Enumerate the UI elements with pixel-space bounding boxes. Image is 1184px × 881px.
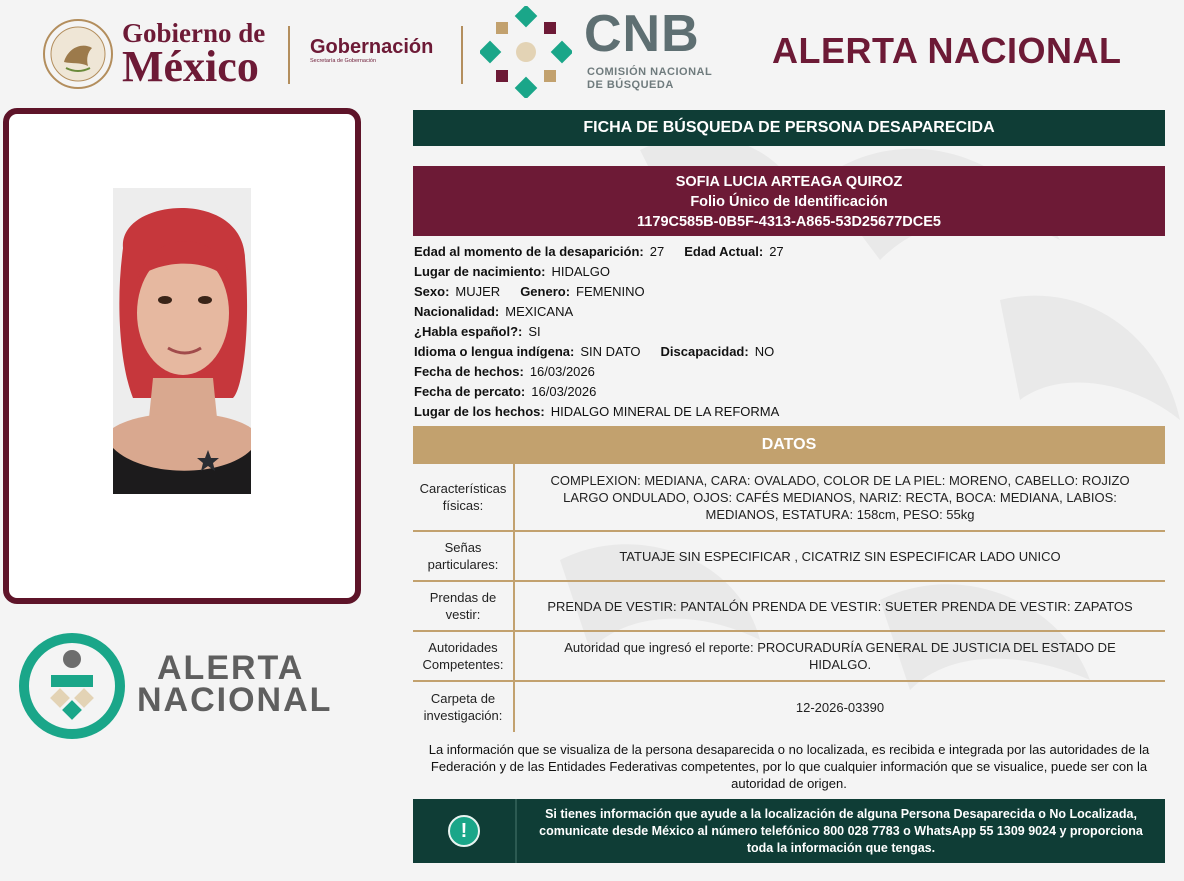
info-espanol [414, 324, 541, 339]
info-fecha-hechos [414, 364, 595, 379]
info-fecha-percato [414, 384, 596, 399]
info-nacionalidad [414, 304, 573, 319]
info-edad [414, 244, 784, 259]
row-label: Autoridades Competentes: [413, 632, 515, 680]
gobierno-line1: Gobierno de [122, 18, 266, 48]
cnb-title: CNB [584, 5, 700, 63]
info-lugar-nacimiento [414, 264, 610, 279]
divider [461, 26, 463, 84]
edad-value: 27 [649, 244, 665, 259]
mexico-seal-icon [42, 18, 114, 90]
folio-value: 1179C585B-0B5F-4313-A865-53D25677DCE5 [637, 214, 941, 230]
row-value: COMPLEXION: MEDIANA, CARA: OVALADO, COLOR DE LA PIEL: MORENO, CABELLO: ROJIZO LARGO ONDULADO, OJOS: CAFÉS MEDIANOS, NARIZ: RECTA, BOCA: MEDIANA, LABIOS: MEDIANOS, ESTATURA: 158cm, PESO: 55kg [550, 472, 1130, 522]
divider [288, 26, 290, 84]
table-row [413, 464, 1165, 532]
datos-title-bar: DATOS [413, 426, 1165, 464]
genero-label: Genero: [520, 284, 571, 299]
genero-value: FEMENINO [576, 284, 645, 299]
gobernacion-logo: Gobernación [310, 36, 434, 58]
contact-text: Si tienes información que ayude a la localización de alguna Persona Desaparecida o No Localizada, comunicate desde México al número telefónico 800 028 7783 o WhatsApp 55 1309 9024 y proporciona toda la información que tengas. [539, 806, 1143, 855]
edad-actual-value: 27 [769, 244, 784, 259]
person-photo [113, 188, 251, 494]
table-row [413, 582, 1165, 632]
datos-table [413, 464, 1165, 732]
row-value: TATUAJE SIN ESPECIFICAR , CICATRIZ SIN ESPECIFICAR LADO UNICO [619, 548, 1061, 564]
table-row [413, 632, 1165, 682]
sexo-label: Sexo: [414, 284, 450, 299]
lugar-nac-value: HIDALGO [551, 264, 610, 279]
logo-line2: NACIONAL [137, 681, 333, 719]
footer-icon-cell [413, 799, 517, 863]
edad-actual-label: Edad Actual: [684, 244, 764, 259]
gobernacion-sub: Secretaría de Gobernación [310, 58, 377, 64]
folio-label: Folio Único de Identificación [690, 194, 888, 210]
gobierno-line2: México [122, 42, 259, 91]
table-row [413, 682, 1165, 732]
cnb-logo-icon [480, 6, 572, 98]
cnb-sub-line2: DE BÚSQUEDA [587, 79, 674, 91]
sexo-value: MUJER [455, 284, 501, 299]
row-value: 12-2026-03390 [795, 699, 885, 715]
edad-label: Edad al momento de la desaparición: [414, 244, 644, 259]
row-label: Carpeta de investigación: [413, 682, 515, 732]
espanol-label: ¿Habla español?: [414, 324, 523, 339]
disclaimer-text: La información que se visualiza de la persona desaparecida o no localizada, es recibida e integrada por las autoridades de la Federación y de las Entidades Federativas competentes, por lo que cualquier información que se visualice, puede ser con la autoridad de origen. [428, 742, 1150, 791]
contact-footer [413, 799, 1165, 863]
exclamation-icon: ! [448, 815, 480, 847]
fecha-percato-value: 16/03/2026 [531, 384, 597, 399]
cnb-subtitle [587, 66, 712, 92]
ficha-title-bar: FICHA DE BÚSQUEDA DE PERSONA DESAPARECIDA [413, 110, 1165, 146]
fecha-percato-label: Fecha de percato: [414, 384, 526, 399]
fecha-hechos-value: 16/03/2026 [529, 364, 595, 379]
lugar-nac-label: Lugar de nacimiento: [414, 264, 546, 279]
gobierno-de-mexico-logo [122, 20, 265, 89]
person-header [413, 166, 1165, 236]
lugar-hechos-value: HIDALGO MINERAL DE LA REFORMA [550, 404, 780, 419]
row-label: Señas particulares: [413, 532, 515, 580]
espanol-value: SI [528, 324, 541, 339]
nacionalidad-label: Nacionalidad: [414, 304, 500, 319]
discapacidad-label: Discapacidad: [660, 344, 749, 359]
table-row [413, 532, 1165, 582]
person-name: SOFIA LUCIA ARTEAGA QUIROZ [675, 174, 903, 190]
lugar-hechos-label: Lugar de los hechos: [414, 404, 545, 419]
idioma-label: Idioma o lengua indígena: [414, 344, 575, 359]
row-label: Prendas de vestir: [413, 582, 515, 630]
fecha-hechos-label: Fecha de hechos: [414, 364, 524, 379]
logo-line1: ALERTA [157, 649, 305, 687]
idioma-value: SIN DATO [580, 344, 641, 359]
alerta-nacional-title: ALERTA NACIONAL [772, 30, 1122, 71]
alerta-nacional-logo-icon [17, 631, 127, 741]
alerta-nacional-logo-text [137, 649, 333, 719]
row-value: PRENDA DE VESTIR: PANTALÓN PRENDA DE VESTIR: SUETER PRENDA DE VESTIR: ZAPATOS [547, 598, 1133, 614]
row-label: Características físicas: [413, 464, 515, 530]
info-sexo-genero [414, 284, 645, 299]
row-value: Autoridad que ingresó el reporte: PROCURADURÍA GENERAL DE JUSTICIA DEL ESTADO DE HIDALGO. [564, 640, 1116, 672]
discapacidad-value: NO [754, 344, 775, 359]
nacionalidad-value: MEXICANA [505, 304, 574, 319]
cnb-sub-line1: COMISIÓN NACIONAL [587, 66, 713, 78]
info-idioma-discapacidad [414, 344, 774, 359]
info-lugar-hechos [414, 404, 779, 419]
